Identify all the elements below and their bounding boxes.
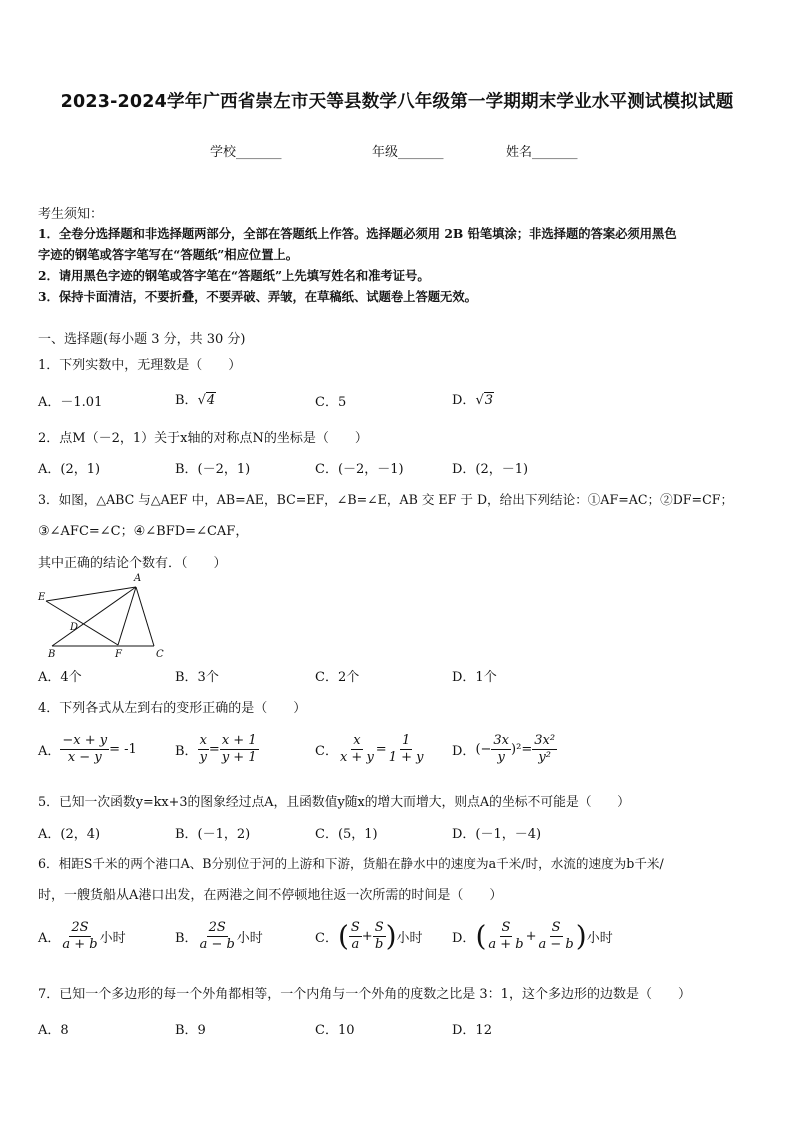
notice-line-2: 2．请用黑色字迹的钢笔或答字笔在“答题纸”上先填写姓名和准考证号。: [38, 268, 430, 283]
q7-option-c: C．10: [315, 1023, 355, 1038]
equals-sign: =: [208, 742, 220, 757]
q6-option-d-label: D．: [452, 931, 476, 946]
segment-ab: [52, 587, 136, 646]
plus-sign: +: [361, 929, 373, 944]
denominator: a: [351, 937, 360, 952]
q3-triangle-figure: [30, 570, 175, 662]
denominator: a + b: [62, 937, 98, 952]
label-d: D: [70, 622, 79, 633]
equals-sign: =: [375, 742, 387, 757]
q7-option-b: B．9: [175, 1023, 206, 1038]
denominator: 1 + y: [388, 750, 424, 765]
segment-af: [118, 587, 136, 645]
grade-blank: 年级_______: [372, 145, 444, 160]
label-b: B: [48, 649, 56, 660]
numerator: 2S: [71, 920, 89, 935]
q1-option-d-label: D．: [452, 393, 476, 408]
numerator: −x + y: [62, 733, 108, 748]
label-a: A: [134, 573, 142, 584]
numerator: 3x: [493, 733, 510, 748]
q6-option-c-label: C．: [315, 931, 338, 946]
q2-option-a: A．(2，1): [38, 462, 101, 477]
page-title: 2023-2024学年广西省崇左市天等县数学八年级第一学期期末学业水平测试模拟试题: [60, 92, 734, 112]
q1-option-b: [175, 389, 216, 408]
numerator: S: [551, 920, 561, 935]
numerator: x: [199, 733, 207, 748]
notice-heading: 考生须知：: [38, 207, 104, 222]
denominator: a + b: [488, 937, 524, 952]
denominator: y: [497, 750, 505, 765]
q3-line-3: 其中正确的结论个数有．（ ）: [38, 556, 227, 571]
numerator: x + 1: [221, 733, 257, 748]
q6-d-fraction-2: [537, 920, 576, 953]
q6-c-fraction-2: [373, 920, 386, 953]
q4-option-b: [175, 733, 259, 766]
plus-sign: +: [525, 929, 537, 944]
q3-option-b: B．3个: [175, 670, 219, 685]
unit-hours: 小时: [99, 931, 126, 946]
q4-d-fraction-right: [532, 733, 557, 766]
left-big-paren: (: [475, 919, 487, 953]
right-big-paren: ): [575, 919, 587, 953]
q3-line-1: 3．如图，△ABC 与△AEF 中，AB=AE，BC=EF，∠B=∠E，AB 交 EF 于 D，给出下列结论：①AF=AC；②DF=CF；: [38, 492, 734, 507]
q4-option-c: [315, 733, 425, 766]
q1-option-c: C．5: [315, 395, 347, 410]
notice-line-1-cont: 字迹的钢笔或答字笔写在“答题纸”相应位置上。: [38, 247, 299, 262]
denominator: a − b: [199, 937, 235, 952]
unit-hours: 小时: [586, 931, 613, 946]
q4-a-fraction: [60, 733, 109, 766]
q7-stem: 7．已知一个多边形的每一个外角都相等，一个内角与一个外角的度数之比是 3：1，这个多边形的边数是（ ）: [38, 987, 691, 1002]
q1-option-b-label: B．: [175, 393, 198, 408]
q1-option-a: A．－1.01: [38, 395, 103, 410]
q2-option-c: C．(－2，－1): [315, 462, 404, 477]
q5-option-d: D．(－1，－4): [452, 827, 542, 842]
q4-option-a: [38, 733, 137, 766]
q4-d-fraction-left: [491, 733, 511, 766]
q3-option-a: A．4个: [38, 670, 82, 685]
denominator: x − y: [67, 750, 102, 765]
segment-ac: [136, 587, 154, 646]
q4-b-fraction-right: [220, 733, 259, 766]
unit-hours: 小时: [236, 931, 263, 946]
q4-option-b-label: B．: [175, 744, 198, 759]
left-big-paren: (: [337, 919, 349, 953]
notice-line-1: 1．全卷分选择题和非选择题两部分，全部在答题纸上作答。选择题必须用 2B 铅笔填涂；非选择题的答案必须用黑色: [38, 226, 677, 241]
q7-option-d: D．12: [452, 1023, 492, 1038]
school-blank: 学校_______: [210, 145, 282, 160]
q6-option-b: [175, 920, 263, 953]
label-c: C: [156, 649, 164, 660]
numerator: 1: [401, 733, 411, 748]
q6-option-b-label: B．: [175, 931, 198, 946]
q6-option-a: [38, 920, 126, 953]
denominator: a − b: [538, 937, 574, 952]
q1-stem: 1．下列实数中，无理数是（ ）: [38, 358, 242, 373]
q4-option-c-label: C．: [315, 744, 338, 759]
unit-hours: 小时: [396, 931, 423, 946]
q6-d-fraction-1: [486, 920, 525, 953]
numerator: S: [501, 920, 511, 935]
q5-option-c: C．(5，1): [315, 827, 378, 842]
numerator: 2S: [208, 920, 226, 935]
denominator: x + y: [339, 750, 374, 765]
numerator: S: [374, 920, 384, 935]
q6-b-fraction: [198, 920, 237, 953]
q4-option-d-label: D．: [452, 744, 476, 759]
q6-option-c: [315, 920, 423, 953]
q1-option-b-radicand: 4: [206, 393, 216, 408]
sqrt-symbol: √3: [475, 393, 494, 408]
q4-option-a-label: A．: [38, 744, 61, 759]
q1-option-d: [452, 389, 494, 408]
q3-option-d: D．1个: [452, 670, 497, 685]
q6-option-a-label: A．: [38, 931, 61, 946]
q1-option-d-radicand: 3: [484, 393, 494, 408]
name-blank: 姓名_______: [506, 145, 578, 160]
q6-c-fraction-1: [349, 920, 362, 953]
q7-option-a: A．8: [38, 1023, 69, 1038]
section-heading: 一、选择题(每小题 3 分，共 30 分): [38, 332, 246, 347]
q2-option-b: B．(－2，1): [175, 462, 251, 477]
left-paren: (−: [475, 742, 492, 757]
denominator: b: [374, 937, 384, 952]
denominator: y + 1: [221, 750, 257, 765]
sqrt-symbol: √4: [197, 393, 216, 408]
right-paren-squared: )²: [511, 742, 522, 757]
q6-line-2: 时，一艘货船从A港口出发，在两港之间不停顿地往返一次所需的时间是（ ）: [38, 888, 503, 903]
q3-option-c: C．2个: [315, 670, 360, 685]
denominator: y: [199, 750, 207, 765]
q5-option-b: B．(－1，2): [175, 827, 251, 842]
segment-ea: [46, 587, 136, 601]
right-big-paren: ): [385, 919, 397, 953]
numerator: S: [350, 920, 360, 935]
notice-line-3: 3．保持卡面清洁，不要折叠，不要弄破、弄皱，在草稿纸、试题卷上答题无效。: [38, 289, 477, 304]
label-f: F: [115, 649, 122, 660]
label-e: E: [38, 592, 46, 603]
q5-option-a: A．(2，4): [38, 827, 101, 842]
q4-a-rhs: = -1: [109, 742, 137, 757]
equals-sign: =: [521, 742, 533, 757]
numerator: x: [353, 733, 361, 748]
q3-line-2: ③∠AFC=∠C；④∠BFD=∠CAF，: [38, 524, 249, 539]
denominator: y²: [538, 750, 551, 765]
q6-a-fraction: [60, 920, 99, 953]
q5-stem: 5．已知一次函数y=kx+3的图象经过点A，且函数值y随x的增大而增大，则点A的坐标不可能是（ ）: [38, 795, 630, 810]
q6-option-d: [452, 920, 613, 953]
q6-line-1: 6．相距S千米的两个港口A、B分别位于河的上游和下游，货船在静水中的速度为a千米/时，水流的速度为b千米/: [38, 856, 664, 871]
q2-option-d: D．(2，－1): [452, 462, 529, 477]
q4-stem: 4．下列各式从左到右的变形正确的是（ ）: [38, 701, 307, 716]
q4-b-fraction-left: [198, 733, 209, 766]
numerator: 3x²: [534, 733, 556, 748]
q2-stem: 2．点M（－2，1）关于x轴的对称点N的坐标是（ ）: [38, 431, 368, 446]
q4-c-fraction-right: [387, 733, 426, 766]
q4-option-d: [452, 733, 557, 766]
q4-c-fraction-left: [338, 733, 376, 766]
